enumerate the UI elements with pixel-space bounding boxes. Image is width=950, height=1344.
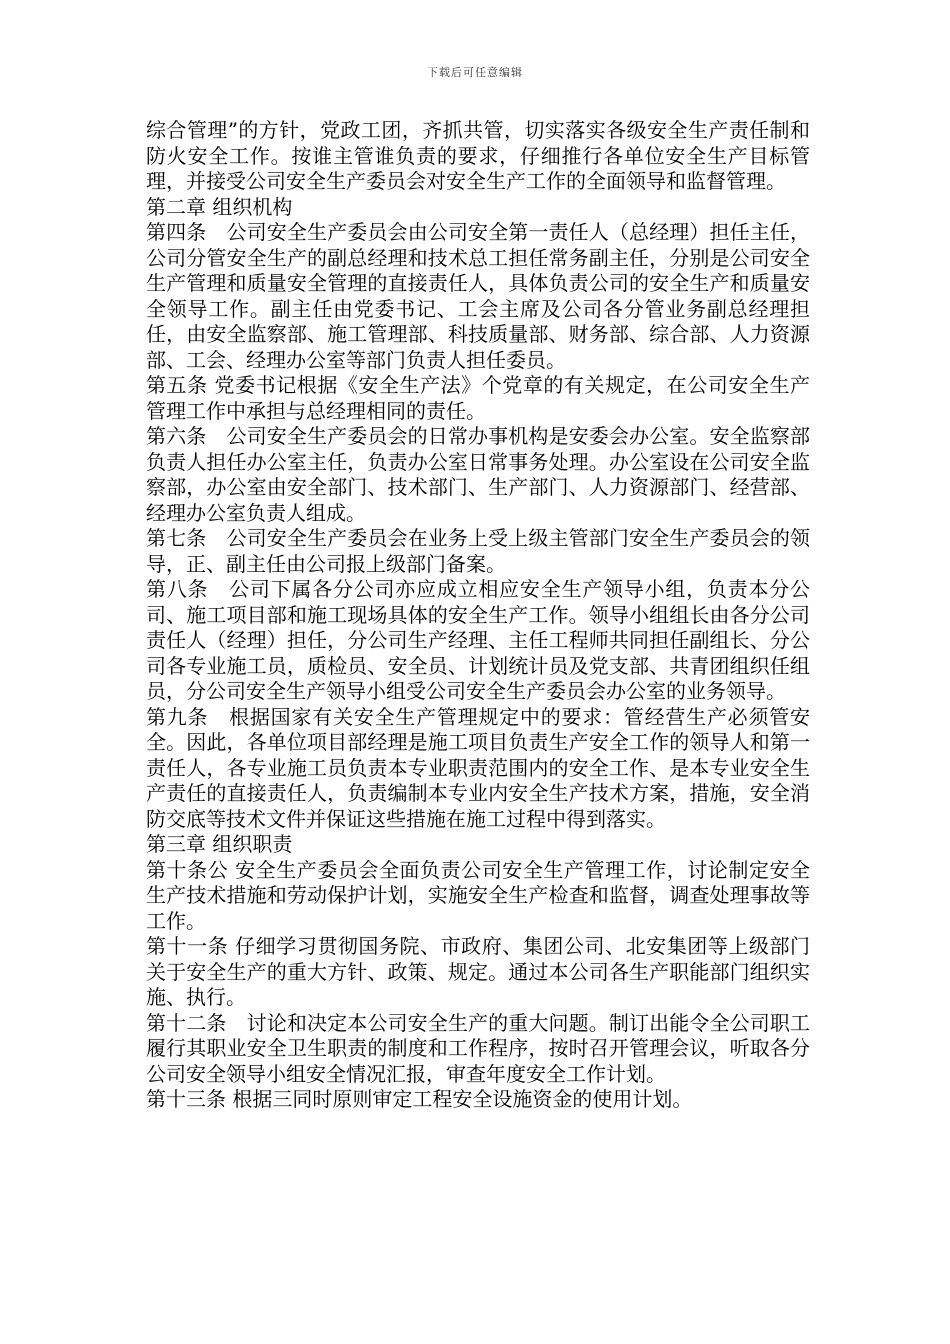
article-11: 第十一条 仔细学习贯彻国务院、市政府、集团公司、北安集团等上级部门关于安全生产的重大方针、政策、规定。通过本公司各生产职能部门组织实施、执行。 bbox=[146, 934, 810, 1009]
article-6: 第六条 公司安全生产委员会的日常办事机构是安委会办公室。安全监察部负责人担任办公室主任，负责办公室日常事务处理。办公室设在公司安全监察部，办公室由安全部门、技术部门、生产部门、人力资源部门、经营部、经理办公室负责人组成。 bbox=[146, 424, 810, 525]
document-body bbox=[146, 118, 810, 1113]
article-13: 第十三条 根据三同时原则审定工程安全设施资金的使用计划。 bbox=[146, 1087, 693, 1111]
paragraph-intro-continuation: 综合管理”的方针，党政工团，齐抓共管，切实落实各级安全生产责任制和防火安全工作。按谁主管谁负责的要求，仔细推行各单位安全生产目标管理，并接受公司安全生产委员会对安全生产工作的全面领导和监督管理。 bbox=[146, 118, 810, 193]
article-10: 第十条公 安全生产委员会全面负责公司安全生产管理工作，讨论制定安全生产技术措施和劳动保护计划，实施安全生产检查和监督，调查处理事故等工作。 bbox=[146, 857, 810, 933]
chapter-2-heading: 第二章 组织机构 bbox=[146, 194, 293, 219]
article-8: 第八条 公司下属各分公司亦应成立相应安全生产领导小组，负责本分公司、施工项目部和施工现场具体的安全生产工作。领导小组组长由各分公司责任人（经理）担任，分公司生产经理、主任工程师共同担任副组长、分公司各专业施工员，质检员、安全员、计划统计员及党支部、共青团组织任组员，分公司安全生产领导小组受公司安全生产委员会办公室的业务领导。 bbox=[146, 577, 810, 703]
article-12: 第十二条 讨论和决定本公司安全生产的重大问题。制订出能令全公司职工履行其职业安全卫生职责的制度和工作程序，按时召开管理会议，听取各分公司安全领导小组安全情况汇报，审查年度安全工作计划。 bbox=[146, 1010, 810, 1086]
article-5: 第五条 党委书记根据《安全生产法》个党章的有关规定，在公司安全生产管理工作中承担与总经理相同的责任。 bbox=[146, 373, 810, 423]
article-4: 第四条 公司安全生产委员会由公司安全第一责任人（总经理）担任主任，公司分管安全生产的副总经理和技术总工担任常务副主任，分别是公司安全生产管理和质量安全管理的直接责任人，具体负责公司的安全生产和质量安全领导工作。副主任由党委书记、工会主席及公司各分管业务副总经理担任，由安全监察部、施工管理部、科技质量部、财务部、综合部、人力资源部、工会、经理办公室等部门负责人担任委员。 bbox=[146, 220, 810, 372]
article-9: 第九条 根据国家有关安全生产管理规定中的要求：管经营生产必须管安全。因此，各单位项目部经理是施工项目负责生产安全工作的领导人和第一责任人，各专业施工员负责本专业职责范围内的安全工作、是本专业安全生产责任的直接责任人，负责编制本专业内安全生产技术方案，措施，安全消防交底等技术文件并保证这些措施在施工过程中得到落实。 bbox=[146, 704, 810, 831]
chapter-3-heading: 第三章 组织职责 bbox=[146, 832, 293, 856]
article-7: 第七条 公司安全生产委员会在业务上受上级主管部门安全生产委员会的领导，正、副主任由公司报上级部门备案。 bbox=[146, 526, 810, 576]
page-header-note: 下载后可任意编辑 bbox=[427, 66, 523, 79]
